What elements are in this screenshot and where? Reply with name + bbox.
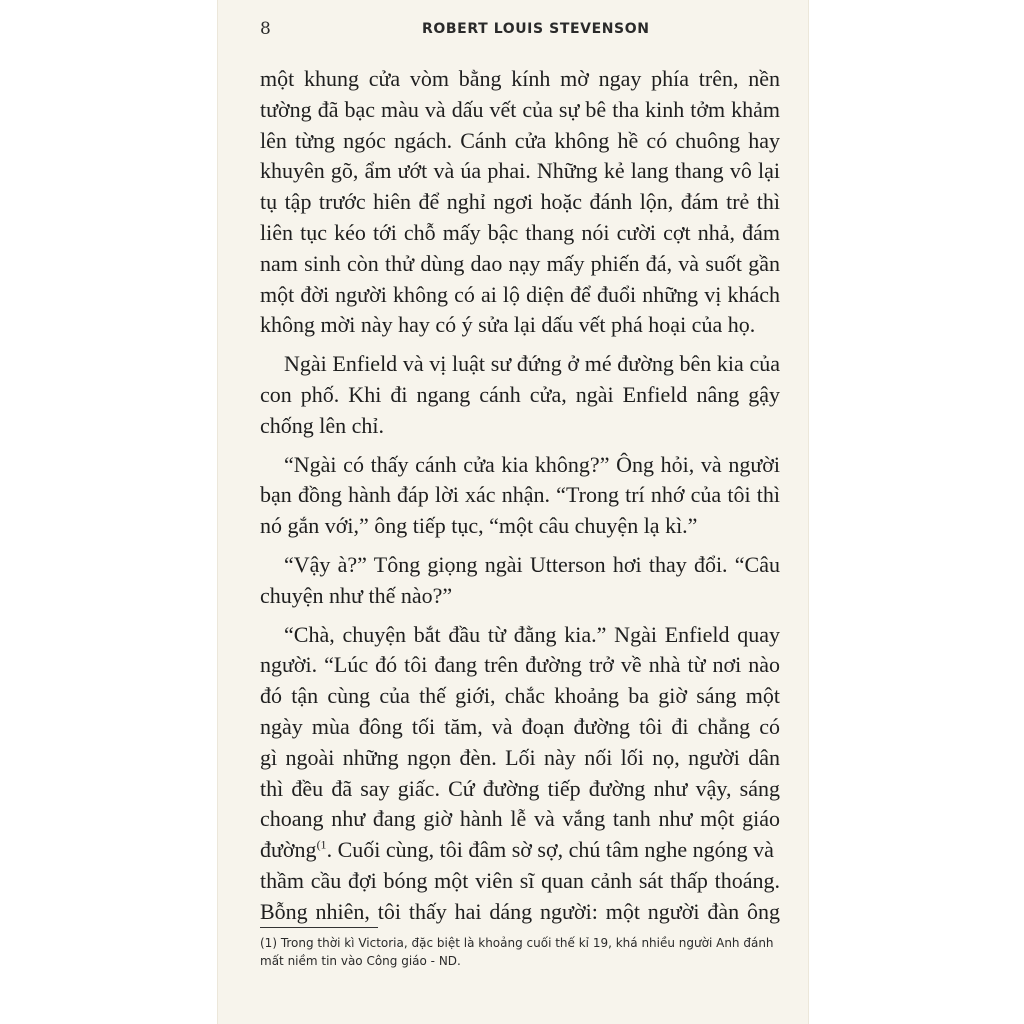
text-line: lên từng ngóc ngách. Cánh cửa không hề có chuông hay — [260, 127, 780, 153]
text-line: không mời này hay có ý sửa lại dấu vết phá hoại của họ. — [260, 312, 756, 338]
text-line: ngày mùa đông tối tăm, và đoạn đường tôi đi chẳng có — [260, 713, 780, 739]
paragraph-5 — [260, 620, 780, 928]
text-line: tường đã bạc màu và dấu vết của sự bê tha kinh tởm khảm — [260, 96, 780, 122]
text-fragment: . Cuối cùng, tôi đâm sờ sợ, chú tâm nghe ngóng và — [326, 837, 774, 863]
text-line: đó tận cùng của thế giới, chắc khoảng ba giờ sáng một — [260, 683, 780, 709]
paragraph-2 — [260, 349, 780, 441]
text-line: Bỗng nhiên, tôi thấy hai dáng người: một người đàn ông — [260, 898, 780, 924]
paragraph-4 — [260, 550, 780, 612]
text-line: “Ngài có thấy cánh cửa kia không?” Ông hỏi, và người — [284, 451, 780, 477]
footnote-reference[interactable]: (1 — [316, 837, 327, 852]
page-number: 8 — [260, 19, 271, 39]
book-page — [218, 0, 808, 1024]
running-head — [260, 19, 788, 41]
running-title: ROBERT LOUIS STEVENSON — [422, 21, 650, 37]
footnote-line: (1) Trong thời kì Victoria, đặc biệt là khoảng cuối thế kỉ 19, khá nhiều người Anh đánh — [260, 936, 774, 950]
text-line: “Chà, chuyện bắt đầu từ đằng kia.” Ngài Enfield quay — [284, 621, 780, 647]
text-line: “Vậy à?” Tông giọng ngài Utterson hơi thay đổi. “Câu — [284, 551, 780, 577]
text-line: khuyên gõ, ẩm ướt và úa phai. Những kẻ lang thang vô lại — [260, 158, 780, 184]
footnote-line: mất niềm tin vào Công giáo - ND. — [260, 954, 461, 968]
text-line: con phố. Khi đi ngang cánh cửa, ngài Enfield nâng gậy — [260, 381, 780, 407]
text-line: gì ngoài những ngọn đèn. Lối này nối lối nọ, người dân — [260, 744, 780, 770]
text-line: Ngài Enfield và vị luật sư đứng ở mé đường bên kia của — [284, 351, 780, 377]
text-line: một khung cửa vòm bằng kính mờ ngay phía trên, nền — [260, 66, 780, 91]
text-line: một đời người không có ai lộ diện để đuổi những vị khách — [260, 281, 780, 307]
text-line: choang như đang giờ hành lễ và vắng tanh như một giáo — [260, 806, 780, 832]
body-text — [260, 64, 780, 928]
text-line-with-footnote-ref — [260, 835, 780, 866]
text-line: người. “Lúc đó tôi đang trên đường trở về nhà từ nơi nào — [260, 652, 780, 678]
text-line: chống lên chỉ. — [260, 412, 385, 438]
paragraph-1 — [260, 64, 780, 341]
text-line: nó gắn với,” ông tiếp tục, “một câu chuyện lạ kì.” — [260, 513, 698, 539]
text-line: thầm cầu đợi bóng một viên sĩ quan cảnh sát thấp thoáng. — [260, 867, 780, 893]
text-line: bạn đồng hành đáp lời xác nhận. “Trong trí nhớ của tôi thì — [260, 482, 780, 508]
footnote — [260, 934, 780, 970]
footnote-divider — [260, 927, 378, 928]
text-line: nam sinh còn thử dùng dao nạy mấy phiến đá, và suốt gần — [260, 250, 780, 276]
text-line: chuyện như thế nào?” — [260, 582, 453, 608]
text-line: liên tục kéo tới chỗ mấy bậc thang nói cười cợt nhả, đám — [260, 219, 780, 245]
paragraph-3 — [260, 450, 780, 542]
text-fragment: đường — [260, 837, 317, 863]
text-line: tụ tập trước hiên để nghỉ ngơi hoặc đánh lộn, đám trẻ thì — [260, 189, 780, 215]
text-line: thì đều đã say giấc. Cứ đường tiếp đường như vậy, sáng — [260, 775, 780, 801]
